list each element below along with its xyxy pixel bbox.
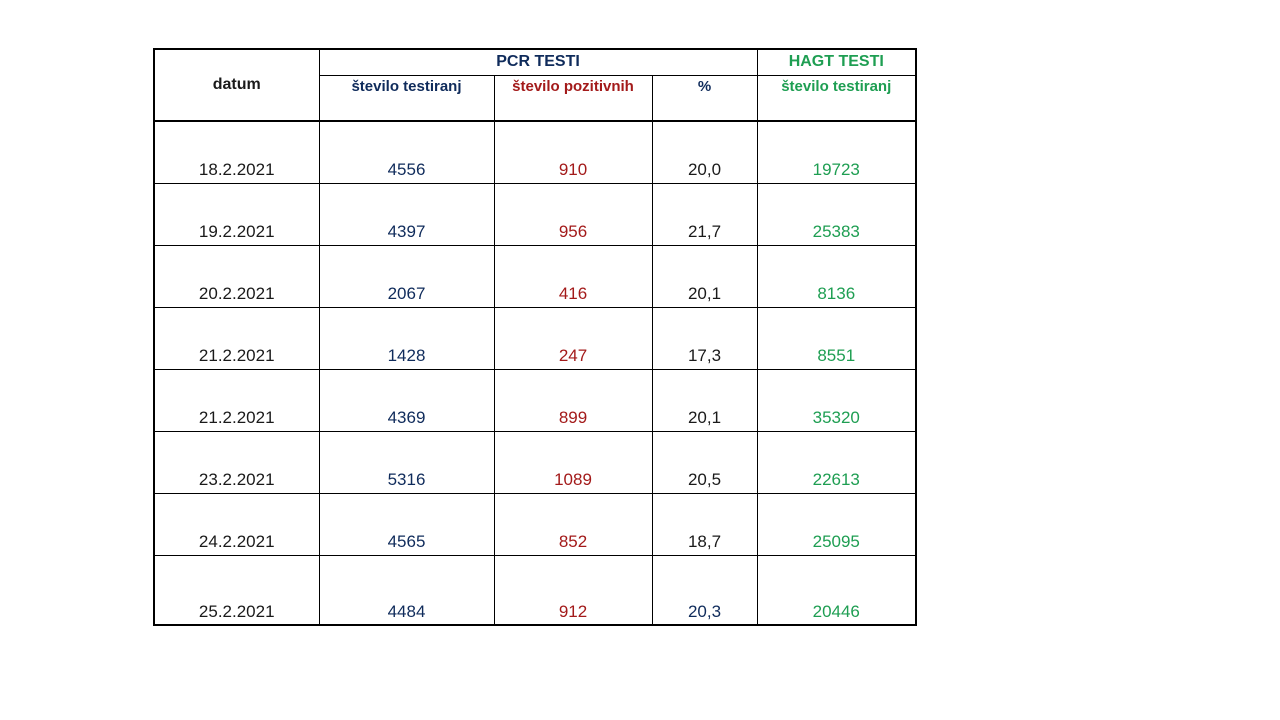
cell-pcr-tests: 2067: [319, 245, 494, 307]
cell-pcr-positive: 899: [494, 369, 652, 431]
cell-date: 21.2.2021: [154, 307, 319, 369]
cell-pcr-tests: 5316: [319, 431, 494, 493]
cell-date: 21.2.2021: [154, 369, 319, 431]
total-pcr-positive: 912: [494, 555, 652, 625]
table-row: [154, 431, 916, 493]
header-date: datum: [154, 49, 319, 121]
cell-pcr-tests: 4556: [319, 121, 494, 183]
cell-hagt-tests: 25383: [757, 183, 916, 245]
total-date: 25.2.2021: [154, 555, 319, 625]
cell-pcr-tests: 4565: [319, 493, 494, 555]
cell-hagt-tests: 19723: [757, 121, 916, 183]
cell-pcr-positive: 1089: [494, 431, 652, 493]
cell-date: 18.2.2021: [154, 121, 319, 183]
cell-percent: 20,1: [652, 369, 757, 431]
cell-hagt-tests: 35320: [757, 369, 916, 431]
cell-pcr-positive: 247: [494, 307, 652, 369]
cell-pcr-tests: 4369: [319, 369, 494, 431]
cell-date: 20.2.2021: [154, 245, 319, 307]
total-percent: 20,3: [652, 555, 757, 625]
total-hagt-tests: 20446: [757, 555, 916, 625]
table-row: [154, 183, 916, 245]
cell-hagt-tests: 8136: [757, 245, 916, 307]
table-row: [154, 493, 916, 555]
cell-pcr-positive: 956: [494, 183, 652, 245]
table-row: [154, 245, 916, 307]
header-group-row: [154, 49, 916, 75]
table-row: [154, 121, 916, 183]
table-row: [154, 369, 916, 431]
cell-date: 19.2.2021: [154, 183, 319, 245]
testing-table-container: [153, 48, 915, 627]
header-hagt-tests: število testiranj: [757, 75, 916, 121]
header-pcr-tests: število testiranj: [319, 75, 494, 121]
cell-pcr-positive: 852: [494, 493, 652, 555]
cell-percent: 20,0: [652, 121, 757, 183]
cell-percent: 21,7: [652, 183, 757, 245]
total-pcr-tests: 4484: [319, 555, 494, 625]
cell-percent: 17,3: [652, 307, 757, 369]
header-pcr-positive: število pozitivnih: [494, 75, 652, 121]
testing-table: [153, 48, 917, 626]
header-pcr-group: PCR TESTI: [319, 49, 757, 75]
cell-date: 24.2.2021: [154, 493, 319, 555]
cell-pcr-tests: 4397: [319, 183, 494, 245]
cell-pcr-positive: 910: [494, 121, 652, 183]
cell-pcr-positive: 416: [494, 245, 652, 307]
cell-hagt-tests: 8551: [757, 307, 916, 369]
cell-percent: 20,1: [652, 245, 757, 307]
table-row: [154, 307, 916, 369]
cell-percent: 18,7: [652, 493, 757, 555]
cell-hagt-tests: 25095: [757, 493, 916, 555]
table-row-total: [154, 555, 916, 625]
header-percent: %: [652, 75, 757, 121]
cell-percent: 20,5: [652, 431, 757, 493]
cell-hagt-tests: 22613: [757, 431, 916, 493]
cell-pcr-tests: 1428: [319, 307, 494, 369]
header-hagt-group: HAGT TESTI: [757, 49, 916, 75]
cell-date: 23.2.2021: [154, 431, 319, 493]
